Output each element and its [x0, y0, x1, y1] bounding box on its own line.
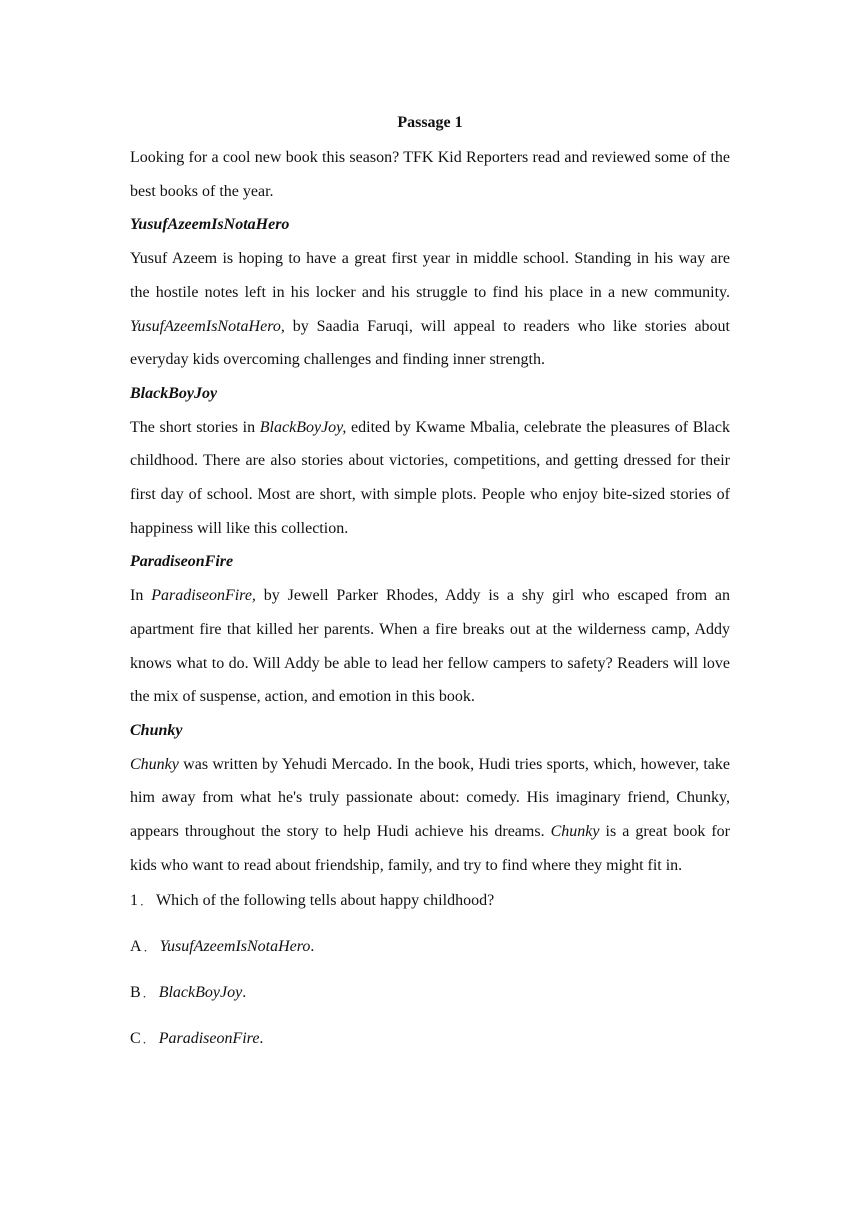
book-heading-blackboyjoy: BlackBoyJoy [130, 384, 218, 402]
option-c[interactable] [130, 1022, 730, 1057]
book-title-inline: BlackBoyJoy, [259, 418, 347, 436]
option-letter: B [130, 983, 141, 1001]
book-heading-paradise: ParadiseonFire [130, 553, 234, 571]
option-letter: C [130, 1029, 141, 1047]
review-text: The short stories in [130, 418, 260, 436]
book-title-inline: Chunky [550, 823, 600, 841]
question-separator: ． [140, 894, 153, 909]
option-text: ParadiseonFire [158, 1029, 260, 1047]
question-number: 1 [130, 892, 138, 910]
review-text: by Saadia Faruqi, will appeal to readers who like stories about everyday kids overcoming challenges and finding inner strength. [130, 317, 730, 369]
option-b[interactable] [130, 976, 730, 1011]
review-text: edited by Kwame Mbalia, celebrate the pleasures of Black childhood. There are also stories about victories, competitions, and getting dressed for their first day of school. Most are short, with simple plots. People who enjoy bite-sized stories of happiness will like this collection. [130, 418, 731, 537]
option-text: BlackBoyJoy [158, 983, 243, 1001]
book-heading-yusuf: YusufAzeemIsNotaHero [130, 216, 290, 234]
book-title-inline: ParadiseonFire, [151, 587, 256, 605]
passage-title: Passage 1 [397, 114, 463, 131]
review-text: Yusuf Azeem is hoping to have a great first year in middle school. Standing in his way are the hostile notes left in his locker and his struggle to find his place in a new community. [130, 250, 730, 301]
review-text: is a great book for kids who want to read about friendship, family, and try to find where they might fit in. [130, 823, 731, 874]
option-a[interactable] [130, 930, 730, 965]
option-end: . [242, 983, 247, 1001]
intro-paragraph: Looking for a cool new book this season? TFK Kid Reporters read and reviewed some of the best books of the year. [130, 149, 730, 200]
book-review-chunky [130, 748, 730, 883]
book-heading-chunky: Chunky [130, 721, 183, 739]
option-separator: ． [143, 940, 156, 955]
option-separator: ． [142, 985, 155, 1000]
document-page [130, 108, 730, 1067]
review-text: was written by Yehudi Mercado. In the book, Hudi tries sports, which, however, take him away from what he's truly passionate about: comedy. His imaginary friend, Chunky, appears throughout the story to help Hudi achieve his dreams. [130, 755, 730, 841]
book-review-yusuf [130, 242, 730, 377]
book-title-inline: YusufAzeemIsNotaHero, [130, 317, 285, 335]
option-letter: A [130, 938, 142, 956]
question-1 [130, 884, 730, 919]
review-text: by Jewell Parker Rhodes, Addy is a shy girl who escaped from an apartment fire that killed her parents. When a fire breaks out at the wilderness camp, Addy knows what to do. Will Addy be able to lead her fellow campers to safety? Readers will love the mix of suspense, action, and emotion in this book. [130, 587, 730, 706]
option-separator: ． [142, 1031, 155, 1046]
book-review-blackboyjoy [130, 411, 730, 546]
book-title-inline: Chunky [130, 755, 179, 773]
book-review-paradise [130, 579, 730, 714]
option-text: YusufAzeemIsNotaHero [159, 938, 311, 956]
option-end: . [310, 938, 315, 956]
review-text: In [130, 587, 152, 605]
option-end: . [259, 1029, 264, 1047]
question-text: Which of the following tells about happy childhood? [156, 892, 495, 910]
